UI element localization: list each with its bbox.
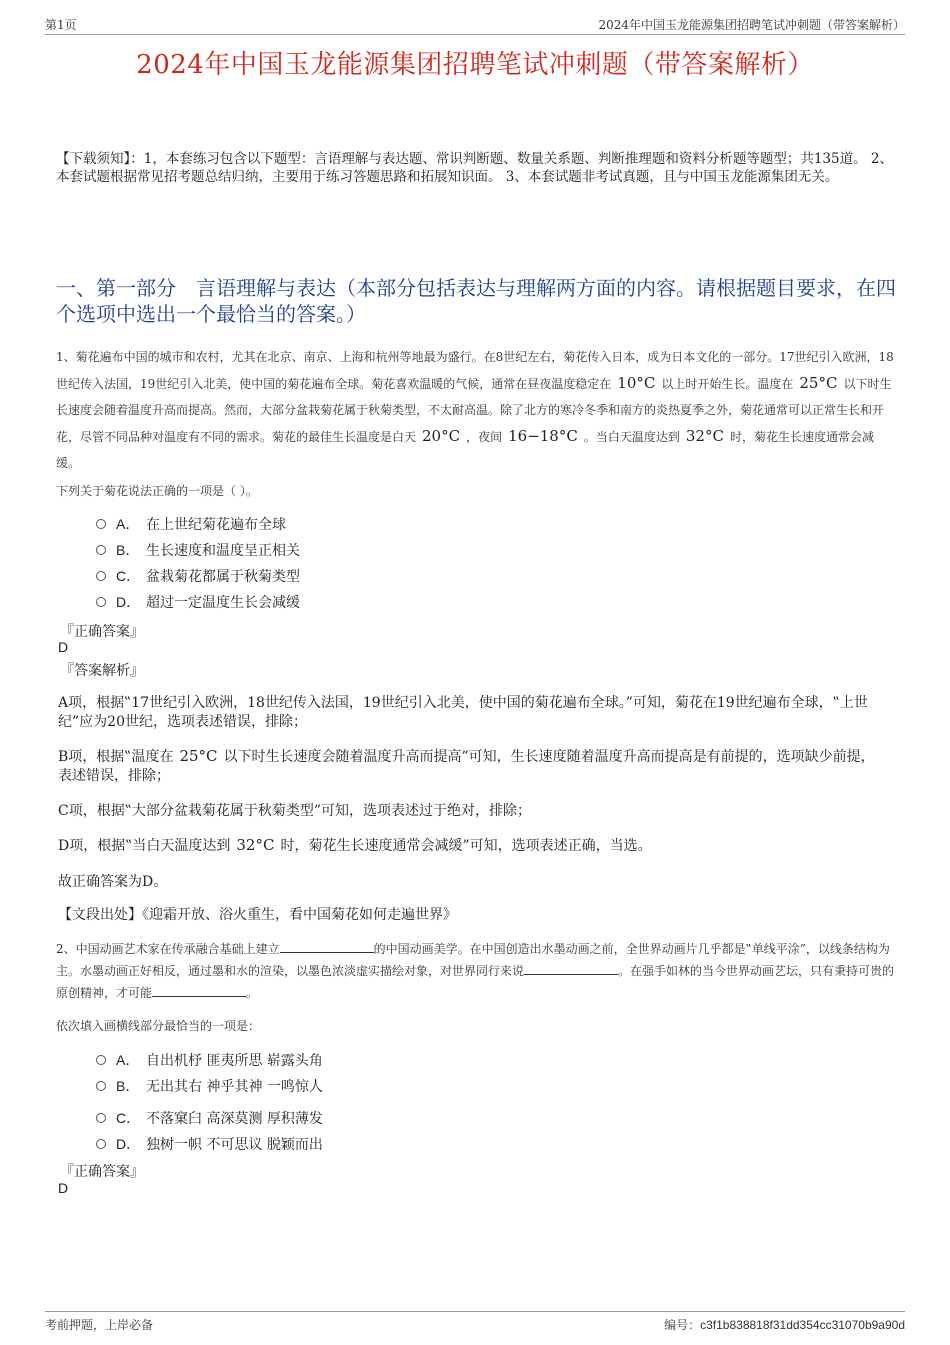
q1-option-b[interactable]: B． 生长速度和温度呈正相关 — [96, 540, 300, 560]
q1-explanation-a: A项，根据‟17世纪引入欧洲，18世纪传入法国，19世纪引入北美，使中国的菊花遍布全球。”可知，菊花在19世纪遍布全球，‟上世纪”应为20世纪，选项表述错误，排除； — [58, 695, 868, 730]
q1-explanation-d: D项，根据‟当白天温度达到 32°C 时，菊花生长速度通常会减缓”可知，选项表述正确，当选。 — [58, 836, 652, 854]
q2-option-c[interactable]: C． 不落窠臼 高深莫测 厚积薄发 — [96, 1108, 323, 1128]
q1-text-3: 以下时生长速度会随着温度升高而提高。然而，大部分盆栽菊花属于秋菊类型，不太耐高温。除了北方的寒冷冬季和南方的炎热夏季之外，菊花通常可以正常生长和开花，尽管不同品种对温度有不同的需求。菊花的最佳生长温度是白天 — [56, 377, 892, 444]
q1-answer-label: 『正确答案』 — [60, 624, 144, 640]
q2-option-a[interactable]: A． 自出机杼 匪夷所思 崭露头角 — [96, 1050, 323, 1070]
radio-icon[interactable] — [96, 545, 106, 555]
q1-conclusion: 故正确答案为D。 — [58, 874, 168, 890]
q1-explanation-c: C项，根据‟大部分盆栽菊花属于秋菊类型”可知，选项表述过于绝对，排除； — [58, 803, 532, 819]
q1-math-2: 25°C — [799, 374, 838, 392]
q1-math-5: 32°C — [685, 427, 724, 445]
footer-slogan: 考前押题，上岸必备 — [45, 1318, 154, 1332]
q1-text-6: 时，菊花生长速度通常会减缓。 — [56, 430, 874, 470]
q1-source: 【文段出处】《迎霜开放、浴火重生，看中国菊花如何走遍世界》 — [58, 907, 457, 923]
download-notice: 【下载须知】：1，本套练习包含以下题型：言语理解与表达题、常识判断题、数量关系题、判断推理题和资料分析题等题型；共135道。 2、本套试题根据常见招考题总结归纳，主要用于练习答题思路和拓展知识面。 3、本套试题非考试真题，且与中国玉龙能源集团无关。 — [56, 151, 893, 185]
q1-text-1: 1、菊花遍布中国的城市和农村，尤其在北京、南京、上海和杭州等地最为盛行。在8世纪左右，菊花传入日本，成为日本文化的一部分。17世纪引入欧洲，18世纪传入法国，19世纪引入北美，使中国的菊花遍布全球。菊花喜欢温暖的气候，通常在昼夜温度稳定在 — [56, 350, 894, 391]
q1-option-d[interactable]: D． 超过一定温度生长会减缓 — [96, 592, 300, 612]
radio-icon[interactable] — [96, 1055, 106, 1065]
fill-blank-1[interactable] — [280, 940, 374, 953]
fill-blank-3[interactable] — [152, 984, 246, 997]
q1-explanation-b: B项，根据‟温度在 25°C 以下时生长速度会随着温度升高而提高”可知，生长速度随着温度升高而提高是有前提的，选项缺少前提，表述错误，排除； — [58, 747, 875, 784]
q2-option-d[interactable]: D． 独树一帜 不可思议 脱颖而出 — [96, 1134, 323, 1154]
page-header — [45, 14, 905, 35]
q1-math-3: 20°C — [422, 427, 461, 445]
q1-text-2: 以上时开始生长。温度在 — [661, 377, 794, 391]
q1-analysis-label: 『答案解析』 — [60, 663, 144, 679]
page-footer — [45, 1311, 905, 1332]
radio-icon[interactable] — [96, 571, 106, 581]
q2-answer: D — [58, 1180, 69, 1196]
q1-text-5: 。当白天温度达到 — [583, 430, 680, 444]
header-doc-title: 2024年中国玉龙能源集团招聘笔试冲刺题（带答案解析） — [598, 18, 905, 32]
q1-prompt: 下列关于菊花说法正确的一项是（ ）。 — [56, 484, 258, 498]
q1-answer: D — [58, 639, 69, 655]
q2-option-b[interactable]: B． 无出其右 神乎其神 一鸣惊人 — [96, 1076, 323, 1096]
q1-math-1: 10°C — [617, 374, 656, 392]
page-number: 第1页 — [45, 18, 77, 32]
question-2-stem: 2、中国动画艺术家在传承融合基础上建立 的中国动画美学。在中国创造出水墨动画之前，全世界动画片几乎都是‟单线平涂”，以线条结构为主。水墨动画正好相反，通过墨和水的渲染，以墨色浓淡虚实描绘对象，对世界同行来说 。在强手如林的当今世界动画艺坛，只有秉持可贵的原创精神，才可能 。 — [56, 942, 895, 1000]
radio-icon[interactable] — [96, 519, 106, 529]
section-heading: 一、第一部分 言语理解与表达（本部分包括表达与理解两方面的内容。请根据题目要求，在四个选项中选出一个最恰当的答案。） — [56, 276, 896, 326]
q2-prompt: 依次填入画横线部分最恰当的一项是： — [56, 1019, 261, 1033]
radio-icon[interactable] — [96, 1113, 106, 1123]
fill-blank-2[interactable] — [524, 962, 618, 975]
q1-math-4: 16−18°C — [508, 427, 578, 445]
radio-icon[interactable] — [96, 597, 106, 607]
footer-code: 编号：c3f1b838818f31dd354cc31070b9a90d — [664, 1318, 905, 1332]
q1-option-c[interactable]: C． 盆栽菊花都属于秋菊类型 — [96, 566, 300, 586]
q1-option-a[interactable]: A． 在上世纪菊花遍布全球 — [96, 514, 286, 534]
q2-answer-label: 『正确答案』 — [60, 1164, 144, 1180]
q1-text-4: ，夜间 — [466, 430, 503, 444]
radio-icon[interactable] — [96, 1139, 106, 1149]
page-title: 2024年中国玉龙能源集团招聘笔试冲刺题（带答案解析） — [136, 50, 814, 80]
radio-icon[interactable] — [96, 1081, 106, 1091]
question-1-stem — [56, 344, 896, 476]
